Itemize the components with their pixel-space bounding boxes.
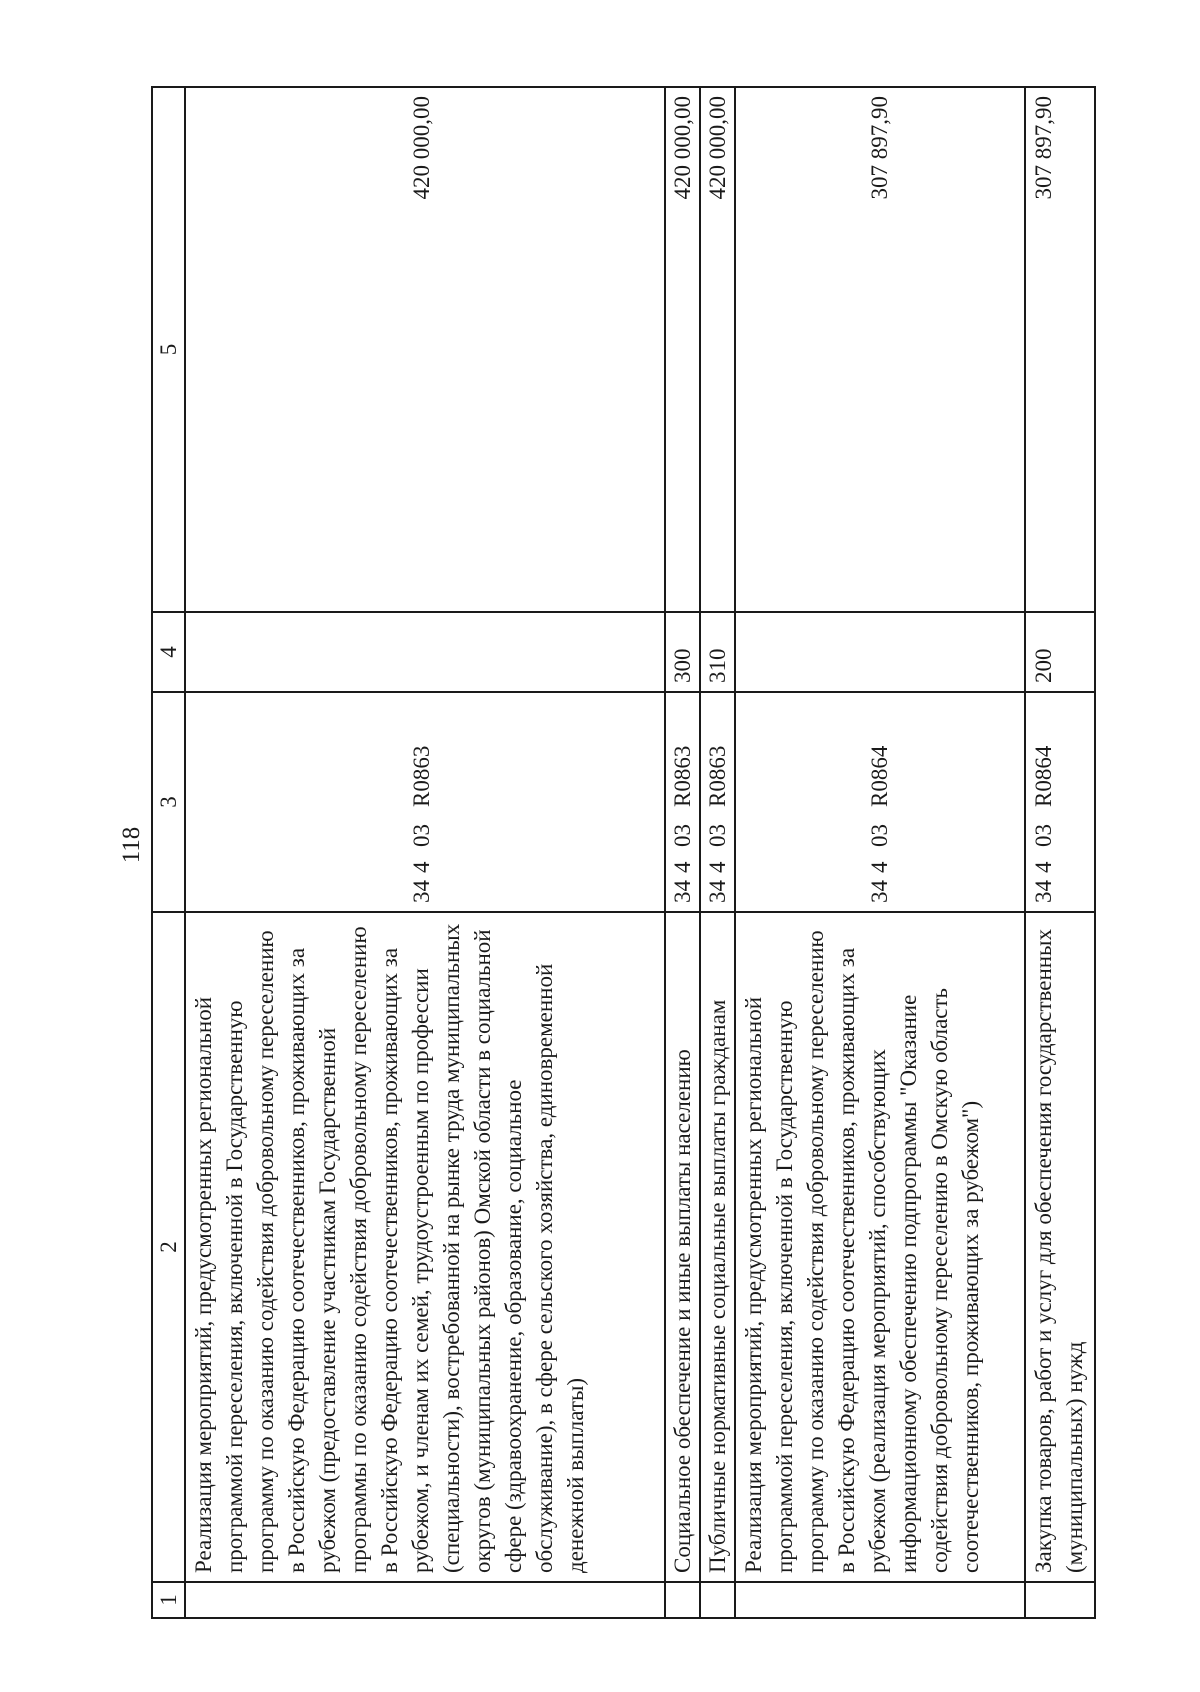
expense-type-code: 200 bbox=[1025, 612, 1095, 692]
amount-cell: 307 897,90 bbox=[1025, 87, 1095, 612]
table-row bbox=[1025, 87, 1095, 1618]
expense-name-cell: Публичные нормативные социальные выплаты гражданам bbox=[700, 912, 735, 1582]
expense-name-cell: Реализация мероприятий, предусмотренных региональной программой переселения, включенной в Государственную программу по оказанию содействия добровольному переселению в Российскую Федерацию соотечественников, проживающих за рубежом (предоставление участникам Государственной программы по оказанию содействия добровольному переселению в Российскую Федерацию соотечественников, проживающих за рубежом, и членам их семей, трудоустроенным по профессии (специальности), востребованной на рынке труда муниципальных округов (муниципальных районов) Омской области в социальной сфере (здравоохранение, образование, социальное обслуживание), в сфере сельского хозяйства, единовременной денежной выплаты) bbox=[185, 912, 665, 1582]
target-article-code: 34403R0864 bbox=[1025, 692, 1095, 912]
expense-name-cell: Закупка товаров, работ и услуг для обеспечения государственных (муниципальных) нужд bbox=[1025, 912, 1095, 1582]
header-col-2: 2 bbox=[152, 912, 185, 1582]
header-col-5: 5 bbox=[152, 87, 185, 612]
page-number: 118 bbox=[118, 826, 145, 864]
expense-type-code: 310 bbox=[700, 612, 735, 692]
rotated-table-wrapper bbox=[151, 88, 1087, 1619]
table-row bbox=[665, 87, 700, 1618]
table-row bbox=[700, 87, 735, 1618]
header-col-1: 1 bbox=[152, 1582, 185, 1618]
target-article-code: 34403R0863 bbox=[185, 692, 665, 912]
header-row bbox=[152, 87, 185, 1618]
amount-cell: 307 897,90 bbox=[735, 87, 1025, 612]
expense-name-cell: Социальное обеспечение и иные выплаты населению bbox=[665, 912, 700, 1582]
target-article-code: 34403R0864 bbox=[735, 692, 1025, 912]
expense-type-code bbox=[185, 612, 665, 692]
target-article-code: 34403R0863 bbox=[700, 692, 735, 912]
row-number-cell bbox=[1025, 1582, 1095, 1618]
amount-cell: 420 000,00 bbox=[665, 87, 700, 612]
expense-type-code: 300 bbox=[665, 612, 700, 692]
row-number-cell bbox=[665, 1582, 700, 1618]
table-row bbox=[735, 87, 1025, 1618]
table-row bbox=[185, 87, 665, 1618]
row-number-cell bbox=[700, 1582, 735, 1618]
header-col-3: 3 bbox=[152, 692, 185, 912]
row-number-cell bbox=[185, 1582, 665, 1618]
expense-type-code bbox=[735, 612, 1025, 692]
row-number-cell bbox=[735, 1582, 1025, 1618]
header-col-4: 4 bbox=[152, 612, 185, 692]
budget-table bbox=[151, 86, 1096, 1619]
amount-cell: 420 000,00 bbox=[700, 87, 735, 612]
target-article-code: 34403R0863 bbox=[665, 692, 700, 912]
expense-name-cell: Реализация мероприятий, предусмотренных региональной программой переселения, включенной в Государственную программу по оказанию содействия добровольному переселению в Российскую Федерацию соотечественников, проживающих за рубежом (реализация мероприятий, способствующих информационному обеспечению подпрограммы "Оказание содействия добровольному переселению в Омскую область соотечественников, проживающих за рубежом") bbox=[735, 912, 1025, 1582]
amount-cell: 420 000,00 bbox=[185, 87, 665, 612]
